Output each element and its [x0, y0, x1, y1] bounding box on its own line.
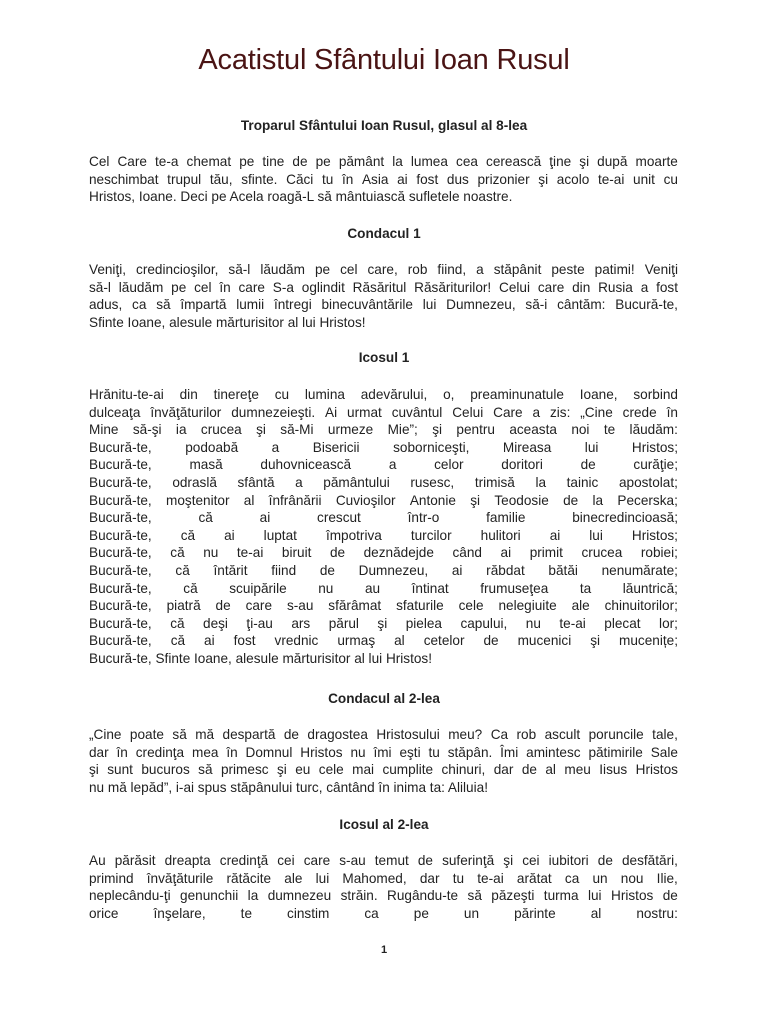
text-line: neschimbat trupul tău, sfinte. Căci tu în Asia ai fost dus prizonier şi acolo te-ai unit cu: [89, 171, 678, 187]
text-line: Au părăsit dreapta credinţă cei care s-au temut de suferinţă şi cei iubitori de desfătări,: [89, 853, 678, 868]
text-line: dar în credinţa mea în Domnul Hristos nu îmi eşti tu stăpân. Îmi amintesc pătimirile Sale: [89, 744, 678, 760]
section-text-condacul-1: [89, 261, 678, 331]
text-line: orice înşelare, te cinstim ca pe un părinte al nostru:: [89, 905, 678, 921]
text-line: Bucură-te, că scuipările nu au întinat frumuseţea ta lăuntrică;: [89, 580, 678, 596]
text-line: Bucură-te, podoabă a Bisericii soborniceşti, Mireasa lui Hristos;: [89, 439, 678, 455]
section-heading-troparul: Troparul Sfântului Ioan Rusul, glasul al 8-lea: [240, 118, 528, 133]
text-line: Bucură-te, moştenitor al înfrânării Cuvioşilor Antonie şi Teodosie de la Pecerska;: [89, 492, 678, 508]
page-number: 1: [380, 944, 388, 956]
text-line: să-l lăudăm pe cel în care S-a oglindit Răsăritul Răsăriturilor! Celui care din Rusia a fost: [89, 279, 678, 295]
section-heading-condacul-1: Condacul 1: [347, 226, 421, 241]
section-text-icosul-1: [89, 386, 678, 668]
text-line: Bucură-te, că nu te-ai biruit de deznădejde când ai primit crucea robiei;: [89, 545, 678, 561]
document-title: Acatistul Sfântului Ioan Rusul: [198, 44, 570, 76]
text-line: dulceaţa învăţăturilor dumnezeieşti. Ai urmat cuvântul Celui Care a zis: „Cine crede în: [89, 404, 678, 420]
text-line: Sfinte Ioane, alesule mărturisitor al lui Hristos!: [89, 314, 366, 330]
text-line: Bucură-te, piatră de care s-au sfărâmat sfaturile cele nelegiuite ale chinuitorilor;: [89, 598, 678, 614]
text-line: Bucură-te, că ai fost vrednic urmaş al cetelor de mucenici şi mucenițe;: [89, 633, 678, 649]
section-heading-icosul-1: Icosul 1: [358, 350, 410, 365]
section-heading-icosul-2: Icosul al 2-lea: [339, 817, 429, 832]
section-heading-condacul-2: Condacul al 2-lea: [328, 691, 440, 706]
text-line: Bucură-te, că întărit fiind de Dumnezeu, ai răbdat bătăi nenumărate;: [89, 562, 678, 578]
text-line: adus, ca să împartă lumii întregi binecuvântările lui Dumnezeu, să-i cântăm: Bucură-te,: [89, 297, 678, 313]
section-text-condacul-2: [89, 726, 678, 796]
section-text-troparul: [89, 153, 678, 206]
text-line: Bucură-te, că ai crescut într-o familie binecredincioasă;: [89, 510, 678, 526]
text-line: neplecându-ţi genunchii la dumnezeu străin. Rugându-te să păzeşti turma lui Hristos de: [89, 888, 678, 904]
text-line: Bucură-te, masă duhovnicească a celor doritori de curăţie;: [89, 457, 678, 473]
text-line: primind învăţăturile rătăcite ale lui Mahomed, dar tu te-ai arătat ca un nou Ilie,: [89, 870, 678, 886]
text-line: Bucură-te, că ai luptat împotriva turcilor hulitori ai lui Hristos;: [89, 527, 678, 543]
section-text-icosul-2: [89, 852, 678, 922]
text-line: Mine să-şi ia crucea şi să-Mi urmeze Mie”; şi pentru aceasta noi te lăudăm:: [89, 422, 678, 438]
text-line: Bucură-te, că deşi ţi-au ars părul şi pielea capului, nu te-ai plecat lor;: [89, 615, 678, 631]
text-line: Hrănitu-te-ai din tinereţe cu lumina adevărului, o, preaminunatule Ioane, sorbind: [89, 387, 678, 402]
text-line: Cel Care te-a chemat pe tine de pe pământ la lumea cea cerească ţine şi după moarte: [89, 154, 678, 169]
text-line: „Cine poate să mă despartă de dragostea Hristosului meu? Ca rob ascult poruncile tale,: [89, 727, 678, 742]
text-line: Hristos, Ioane. Deci pe Acela roagă-L să mântuiască sufletele noastre.: [89, 189, 513, 205]
text-line: şi sunt bucuros să primesc şi eu cele mai cumplite chinuri, dar de al meu Iisus Hristos: [89, 762, 678, 778]
text-line: Veniţi, credincioşilor, să-l lăudăm pe cel care, rob fiind, a stăpânit peste patimi! Veniţi: [89, 262, 678, 277]
text-line: Bucură-te, odraslă sfântă a pământului rusesc, trimisă la tainic apostolat;: [89, 474, 678, 490]
text-line: nu mă lepăd”, i-ai spus stăpânului turc, cântând în inima ta: Aliluia!: [89, 779, 488, 795]
text-line: Bucură-te, Sfinte Ioane, alesule mărturisitor al lui Hristos!: [89, 650, 433, 666]
